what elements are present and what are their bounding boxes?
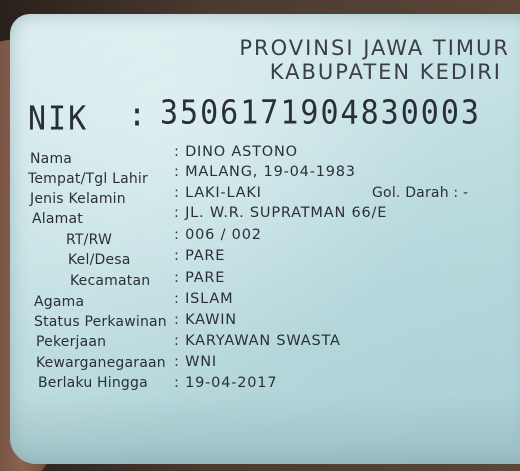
- value-alamat: : JL. W.R. SUPRATMAN 66/E: [174, 205, 388, 221]
- label-tempat-tgl-lahir: Tempat/Tgl Lahir: [28, 171, 148, 187]
- nik-number: 3506171904830003: [160, 94, 481, 133]
- value-nama: : DINO ASTONO: [174, 144, 298, 160]
- value-kecamatan: : PARE: [174, 270, 226, 286]
- value-rt-rw: : 006 / 002: [174, 227, 262, 243]
- nik-label: NIK: [28, 100, 89, 139]
- label-kel-desa: Kel/Desa: [68, 252, 131, 268]
- province-title: PROVINSI JAWA TIMUR: [239, 36, 510, 60]
- label-agama: Agama: [34, 294, 85, 310]
- label-status-perkawinan: Status Perkawinan: [34, 314, 167, 330]
- nik-separator: :: [128, 96, 149, 135]
- label-alamat: Alamat: [32, 211, 83, 227]
- value-status-perkawinan: : KAWIN: [174, 312, 237, 328]
- value-agama: : ISLAM: [174, 291, 234, 307]
- label-rt-rw: RT/RW: [66, 232, 112, 248]
- value-berlaku-hingga: : 19-04-2017: [174, 375, 278, 391]
- label-kewarganegaraan: Kewarganegaraan: [36, 355, 166, 371]
- value-tempat-tgl-lahir: : MALANG, 19-04-1983: [174, 164, 356, 180]
- label-pekerjaan: Pekerjaan: [36, 334, 107, 350]
- label-gol-darah: Gol. Darah : -: [372, 185, 469, 201]
- value-jenis-kelamin: : LAKI-LAKI: [174, 185, 262, 201]
- label-berlaku-hingga: Berlaku Hingga: [38, 375, 148, 391]
- label-jenis-kelamin: Jenis Kelamin: [30, 191, 126, 207]
- value-pekerjaan: : KARYAWAN SWASTA: [174, 333, 341, 349]
- label-nama: Nama: [30, 151, 73, 167]
- value-kel-desa: : PARE: [174, 248, 226, 264]
- value-kewarganegaraan: : WNI: [174, 354, 217, 370]
- label-kecamatan: Kecamatan: [70, 273, 151, 289]
- regency-title: KABUPATEN KEDIRI: [269, 60, 502, 84]
- id-card: [10, 14, 520, 464]
